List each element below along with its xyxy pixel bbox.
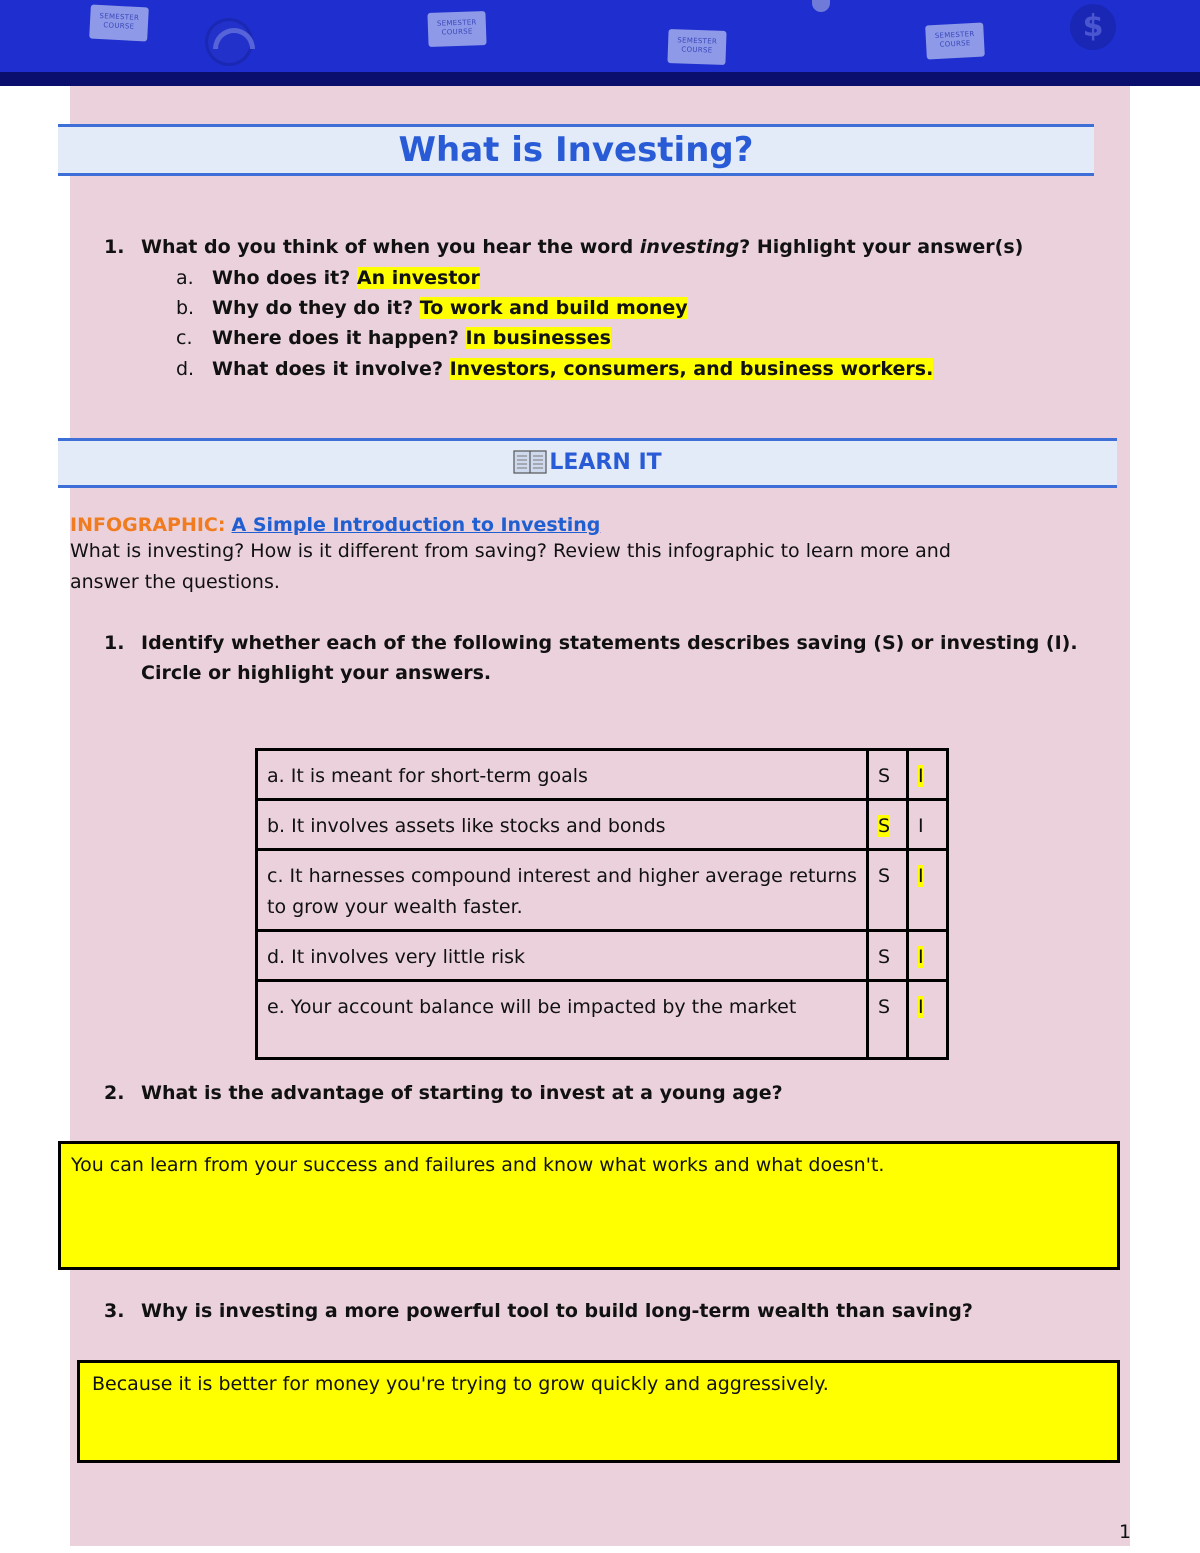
infographic-description-line1: What is investing? How is it different from saving? Review this infographic to learn more and	[70, 540, 951, 562]
statement-cell: d. It involves very little risk	[257, 931, 868, 981]
saving-option[interactable]: S	[868, 850, 908, 931]
book-icon	[513, 449, 547, 475]
investing-option[interactable]: I	[908, 931, 948, 981]
investing-option[interactable]: I	[908, 981, 948, 1059]
learn-it-header	[58, 438, 1117, 488]
item-letter: b.	[176, 297, 195, 319]
statement-cell: a. It is meant for short-term goals	[257, 750, 868, 800]
q1-text-line2: Circle or highlight your answers.	[141, 662, 492, 684]
q3-answer-box[interactable]: Because it is better for money you're trying to grow quickly and aggressively.	[77, 1360, 1120, 1463]
semester-course-tag: SEMESTER COURSE	[427, 11, 486, 47]
highlighted-answer: To work and build money	[419, 297, 688, 319]
statement-cell: e. Your account balance will be impacted by the market	[257, 981, 868, 1059]
gauge-icon	[205, 18, 253, 66]
saving-option[interactable]: S	[868, 800, 908, 850]
semester-course-tag: SEMESTER COURSE	[925, 23, 985, 60]
semester-course-tag: SEMESTER COURSE	[89, 5, 149, 42]
saving-option[interactable]: S	[868, 981, 908, 1059]
table-row	[257, 800, 948, 850]
item-letter: d.	[176, 358, 195, 380]
question-number: 1.	[104, 236, 125, 258]
list-item: Why do they do it? To work and build money	[212, 297, 688, 319]
infographic-description-line2: answer the questions.	[70, 571, 280, 593]
saving-option[interactable]: S	[868, 750, 908, 800]
infographic-heading: INFOGRAPHIC: A Simple Introduction to Investing	[70, 514, 601, 536]
investing-option[interactable]: I	[908, 850, 948, 931]
investing-option[interactable]: I	[908, 750, 948, 800]
question-number: 2.	[104, 1082, 125, 1104]
list-item: Who does it? An investor	[212, 267, 480, 289]
infographic-link[interactable]: A Simple Introduction to Investing	[231, 514, 601, 536]
dollar-coin-icon: $	[1070, 4, 1116, 50]
table-row	[257, 750, 948, 800]
page-number: 1	[1119, 1521, 1132, 1543]
saving-investing-table	[255, 748, 949, 1060]
header-banner	[0, 0, 1200, 86]
statement-cell: b. It involves assets like stocks and bonds	[257, 800, 868, 850]
investing-option[interactable]: I	[908, 800, 948, 850]
q3-text: Why is investing a more powerful tool to build long-term wealth than saving?	[141, 1300, 973, 1322]
question-number: 1.	[104, 632, 125, 654]
statement-cell: c. It harnesses compound interest and higher average returns to grow your wealth faster.	[257, 850, 868, 931]
highlighted-answer: Investors, consumers, and business workers.	[449, 358, 934, 380]
page-title: What is Investing?	[58, 124, 1094, 176]
highlighted-answer: An investor	[356, 267, 480, 289]
table-row	[257, 981, 948, 1059]
q2-text: What is the advantage of starting to invest at a young age?	[141, 1082, 783, 1104]
shape-icon	[812, 0, 830, 12]
table-row	[257, 931, 948, 981]
q2-answer-box[interactable]: You can learn from your success and failures and know what works and what doesn't.	[58, 1141, 1120, 1270]
highlighted-answer: In businesses	[465, 327, 611, 349]
q1-text-line1: Identify whether each of the following statements describes saving (S) or investing (I).	[141, 632, 1078, 654]
saving-option[interactable]: S	[868, 931, 908, 981]
item-letter: c.	[176, 327, 193, 349]
list-item: What does it involve? Investors, consumers, and business workers.	[212, 358, 934, 380]
list-item: Where does it happen? In businesses	[212, 327, 611, 349]
table-row	[257, 850, 948, 931]
intro-question: What do you think of when you hear the word investing? Highlight your answer(s)	[141, 236, 1024, 258]
question-number: 3.	[104, 1300, 125, 1322]
item-letter: a.	[176, 267, 194, 289]
semester-course-tag: SEMESTER COURSE	[667, 29, 726, 65]
learn-it-label: LEARN IT	[549, 450, 662, 475]
